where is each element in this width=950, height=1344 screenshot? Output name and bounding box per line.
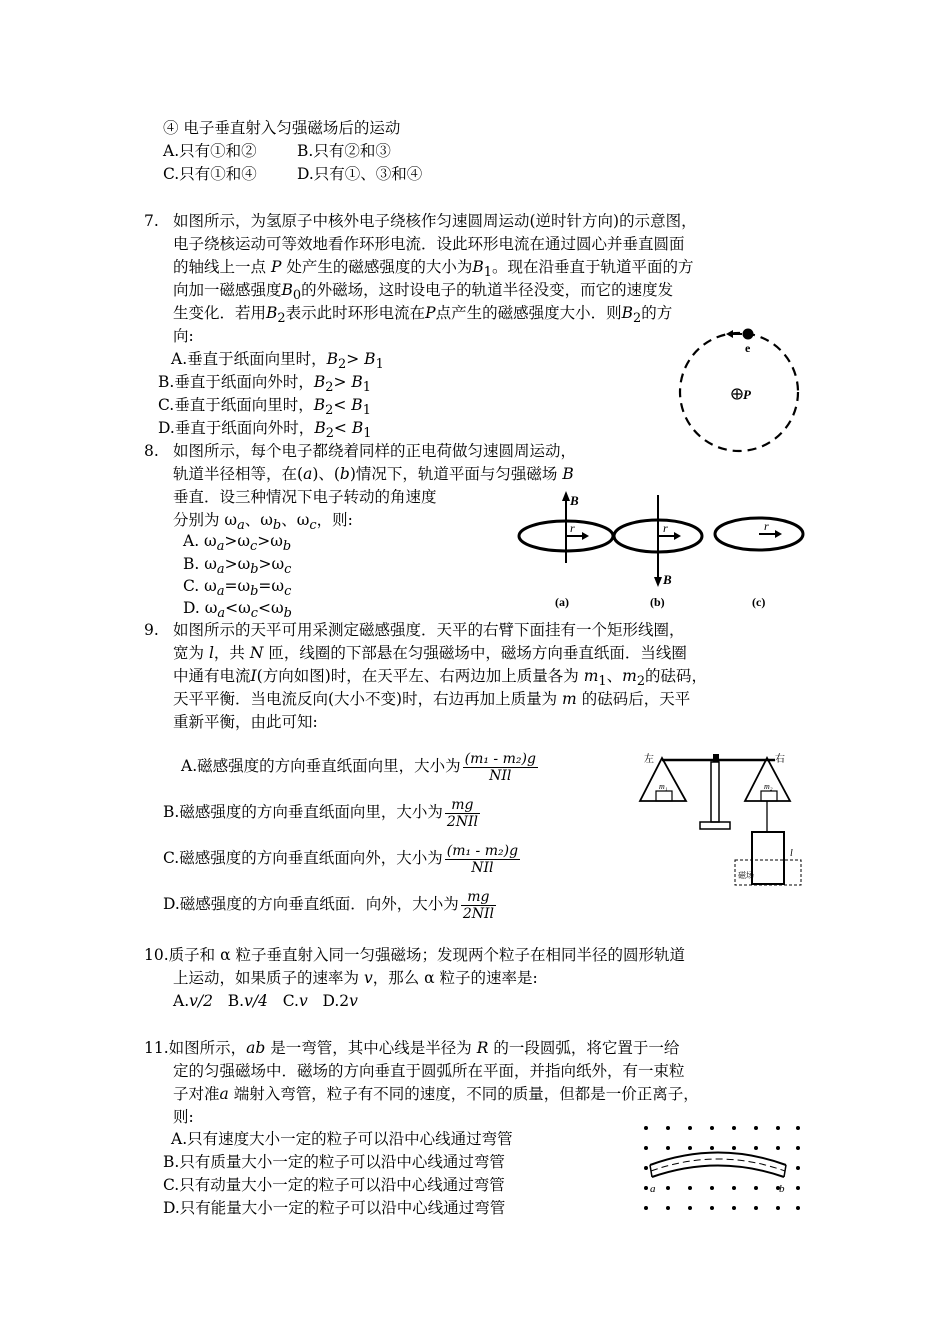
field-dot (644, 1146, 648, 1150)
q11-bent-tube-figure (638, 1120, 803, 1218)
weight-m1 (656, 791, 672, 801)
fraction-diff: $\frac{\text{(m₁ - m₂)g}}{\text{NIl}}$ (446, 842, 519, 876)
q11-line-3: 子对准a 端射入弯管，粒子有不同的速度，不同的质量，但都是一价正离子， (173, 1085, 699, 1103)
electron-orbit (680, 333, 798, 451)
field-dot (754, 1186, 758, 1190)
q7-option-a: A.垂直于纸面向里时，$B_2> B_1$ (171, 350, 384, 373)
q9-line-2: 宽为 l，共 N 匝，线圈的下部悬在匀强磁场中，磁场方向垂直纸面．当线圈 (173, 644, 687, 662)
q11-option-d: D.只有能量大小一定的粒子可以沿中心线通过弯管 (163, 1199, 506, 1217)
q8-line-3: 垂直．设三种情况下电子转动的角速度 (173, 488, 437, 506)
q10-options: A.v/2 B.v/4 C.v D.2v (173, 992, 358, 1010)
arrow-down-icon (654, 577, 662, 587)
field-dot (796, 1126, 800, 1130)
fraction-mg: $\frac{mg}{\text{2NIl}}$ (446, 796, 478, 830)
arrowhead-icon (726, 330, 733, 338)
field-dot (644, 1206, 648, 1210)
q6-option-d: D.只有①、③和④ (297, 165, 423, 183)
q7-option-c: C.垂直于纸面向里时，$B_2< B_1$ (158, 396, 371, 419)
field-dot (666, 1146, 670, 1150)
field-dot (732, 1186, 736, 1190)
q11-line-2: 定的匀强磁场中．磁场的方向垂直于圆弧所在平面，并指向纸外，有一束粒 (173, 1062, 685, 1080)
field-dot (776, 1146, 780, 1150)
q7-line-2: 电子绕核运动可等效地看作环形电流．设此环形电流在通过圆心并垂直圆面 (173, 235, 685, 253)
q9-option-b: B.磁感强度的方向垂直纸面向里，大小为 $\frac{mg}{\text{2NIl}}$ (163, 796, 478, 830)
coil (752, 832, 784, 884)
left-label: 左 (644, 754, 654, 765)
q9-number: 9. (144, 621, 159, 639)
end-b-label: b (779, 1183, 785, 1195)
field-dot (796, 1186, 800, 1190)
field-label-b: B (663, 572, 672, 587)
q9-option-d: D.磁感强度的方向垂直纸面．向外，大小为 $\frac{mg}{\text{2NIl}}$ (163, 888, 494, 922)
field-dot (666, 1186, 670, 1190)
q8-line-1: 如图所示，每个电子都绕着同样的正电荷做匀速圆周运动， (173, 442, 577, 460)
field-label-a: B (570, 493, 579, 508)
field-dot (776, 1206, 780, 1210)
q8-number: 8. (144, 442, 159, 460)
balance-base (700, 822, 730, 829)
field-dot (644, 1166, 648, 1170)
q8-option-d: D. $\omega_a<\omega_c<\omega_b$ (183, 599, 292, 622)
q11-option-b: B.只有质量大小一定的粒子可以沿中心线通过弯管 (163, 1153, 505, 1171)
tube-inner-wall (652, 1166, 784, 1178)
field-dot (754, 1146, 758, 1150)
field-dot (710, 1146, 714, 1150)
field-dot (688, 1146, 692, 1150)
radius-label-b: r (663, 521, 668, 535)
q7-line-1: 如图所示，为氢原子中核外电子绕核作匀速圆周运动(逆时针方向)的示意图， (173, 212, 697, 230)
field-dot (710, 1206, 714, 1210)
q7-line-5: 生变化．若用$B_2$表示此时环形电流在P点产生的磁感强度大小．则$B_2$的方 (173, 304, 673, 327)
fraction-diff: $\frac{\text{(m₁ - m₂)g}}{\text{NIl}}$ (464, 750, 536, 784)
q9-line-3: 中通有电流I(方向如图)时，在天平左、右两边加上质量各为 $m_1$、$m_2$的砝码， (173, 667, 708, 690)
point-p-label: P (743, 387, 751, 402)
q8-option-b: B. $\omega_a>\omega_b>\omega_c$ (183, 555, 292, 578)
field-dot (644, 1126, 648, 1130)
field-dot (710, 1186, 714, 1190)
q6-option-c: C.只有①和④ (163, 165, 257, 183)
q6-option-b: B.只有②和③ (297, 142, 391, 160)
q11-option-c: C.只有动量大小一定的粒子可以沿中心线通过弯管 (163, 1176, 505, 1194)
weight-m2 (761, 791, 777, 801)
q6-item4: ④ 电子垂直射入匀强磁场后的运动 (163, 119, 401, 137)
arrow-up-icon (562, 491, 570, 501)
q8-orbits-figure (510, 485, 810, 610)
field-dot (796, 1146, 800, 1150)
q7-line-6: 向: (173, 327, 194, 345)
field-dot (688, 1186, 692, 1190)
q11-option-a: A.只有速度大小一定的粒子可以沿中心线通过弯管 (171, 1130, 513, 1148)
q7-number: 7. (144, 212, 159, 230)
arrow-right-icon (582, 532, 589, 540)
right-label: 右 (775, 754, 785, 765)
field-dot (666, 1206, 670, 1210)
electron-label: e (745, 341, 751, 355)
field-dot (732, 1146, 736, 1150)
q7-line-3: 的轴线上一点 P 处产生的磁感强度的大小为$B_1$。现在沿垂直于轨道平面的方 (173, 258, 694, 281)
q7-option-b: B.垂直于纸面向外时，$B_2> B_1$ (158, 373, 371, 396)
q11-line-1: 11.如图所示，ab 是一弯管，其中心线是半径为 R 的一段圆弧，将它置于一给 (144, 1039, 680, 1057)
fraction-mg: $\frac{mg}{\text{2NIl}}$ (462, 888, 494, 922)
q6-option-a: A.只有①和② (163, 142, 257, 160)
q8-option-a: A. $\omega_a>\omega_c>\omega_b$ (183, 532, 292, 555)
q9-line-1: 如图所示的天平可用采测定磁感强度．天平的右臂下面挂有一个矩形线圈， (173, 621, 685, 639)
q7-orbit-figure (670, 320, 810, 460)
q9-line-4: 天平平衡．当电流反向(大小不变)时，右边再加上质量为 m 的砝码后，天平 (173, 690, 691, 708)
field-dot (754, 1206, 758, 1210)
caption-b: (b) (650, 595, 665, 609)
field-dot (754, 1126, 758, 1130)
weight-m1-label: m₁ (659, 782, 668, 791)
q9-line-5: 重新平衡，由此可知: (173, 713, 318, 731)
balance-post (711, 762, 719, 822)
q8-option-c: C. $\omega_a=\omega_b=\omega_c$ (183, 577, 292, 600)
field-dot (666, 1126, 670, 1130)
coil-width-label: l (790, 848, 793, 859)
radius-label-a: r (570, 521, 575, 535)
caption-a: (a) (555, 595, 569, 609)
q7-line-4: 向加一磁感强度$B_0$的外磁场，这时设电子的轨道半径没变，而它的速度发 (173, 281, 674, 304)
q11-line-4: 则: (173, 1108, 194, 1126)
field-dot (688, 1126, 692, 1130)
q8-line-2: 轨道半径相等，在(a)、(b)情况下，轨道平面与匀强磁场 B (173, 465, 574, 483)
end-a-label: a (650, 1183, 656, 1195)
q8-line-4: 分别为 $\omega_a$、$\omega_b$、$\omega_c$，则: (173, 511, 353, 534)
field-dot (732, 1206, 736, 1210)
q9-option-a: A.磁感强度的方向垂直纸面向里，大小为 $\frac{\text{(m₁ - m₂)g}}{\text{NIl}}$ (181, 750, 536, 784)
field-dot (688, 1206, 692, 1210)
q7-option-d: D.垂直于纸面向外时，$B_2< B_1$ (158, 419, 372, 442)
q9-balance-figure (640, 748, 810, 888)
field-dot (644, 1186, 648, 1190)
field-dot (796, 1206, 800, 1210)
weight-m2-label: m₂ (764, 782, 773, 791)
radius-label-c: r (764, 519, 769, 533)
field-dot (776, 1126, 780, 1130)
field-dot (796, 1166, 800, 1170)
field-dot (732, 1126, 736, 1130)
field-dot (710, 1126, 714, 1130)
q9-option-c: C.磁感强度的方向垂直纸面向外，大小为 $\frac{\text{(m₁ - m₂)g}}{\text{NIl}}$ (163, 842, 519, 876)
q10-line-2: 上运动，如果质子的速率为 v，那么 α 粒子的速率是: (173, 969, 538, 987)
field-label: 磁场 (738, 871, 754, 880)
electron-dot (743, 329, 754, 340)
caption-c: (c) (752, 595, 766, 609)
q10-line-1: 10.质子和 α 粒子垂直射入同一匀强磁场；发现两个粒子在相同半径的圆形轨道 (144, 946, 685, 964)
